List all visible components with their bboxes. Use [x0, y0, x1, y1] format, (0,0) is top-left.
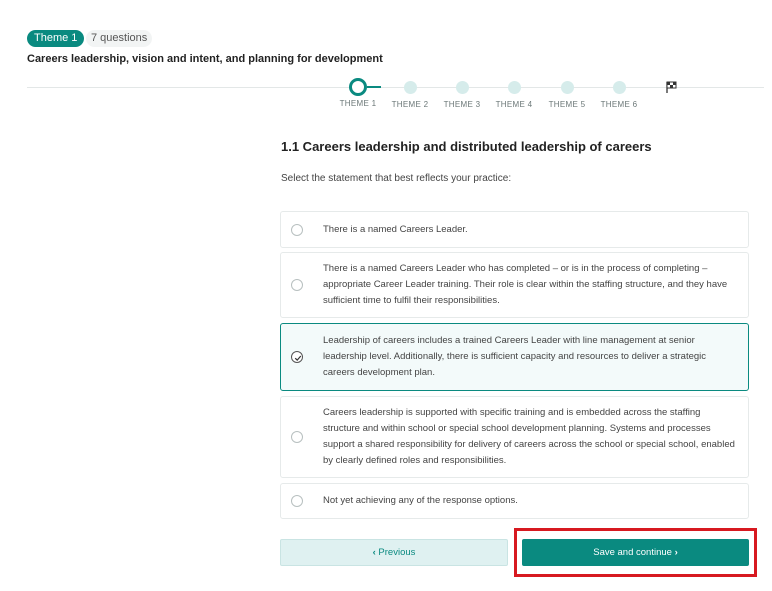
option-3[interactable] [280, 323, 749, 391]
save-label: Save and continue [593, 547, 672, 558]
option-2[interactable] [280, 252, 749, 318]
step-theme-6[interactable] [589, 78, 649, 109]
radio-unchecked[interactable] [291, 431, 303, 443]
finish-flag-icon [664, 80, 678, 94]
step-theme-1[interactable] [328, 78, 388, 108]
option-text: There is a named Careers Leader who has completed – or is in the process of completing – appropriate Career Leader training. Their role is clear within the staffing structure, and they have sufficient time to fulfil their responsibilities. [323, 263, 728, 306]
step-theme-2[interactable] [380, 78, 440, 109]
step-dot [508, 81, 521, 94]
step-label: THEME 4 [495, 100, 533, 109]
theme-title: Careers leadership, vision and intent, and planning for development [27, 53, 383, 65]
step-label: THEME 5 [548, 100, 586, 109]
radio-checked[interactable] [291, 351, 303, 363]
theme-stepper [0, 78, 772, 118]
option-text: Careers leadership is supported with specific training and is embedded across the staffing structure and within school or special school development planning. Systems and processes support a shared responsibility for delivery of careers across the school or special school, enabled by clearly defined roles and responsibilities. [323, 407, 735, 466]
option-text: There is a named Careers Leader. [323, 223, 468, 235]
step-label: THEME 6 [600, 100, 638, 109]
step-dot [456, 81, 469, 94]
step-label: THEME 1 [339, 99, 377, 108]
option-1[interactable] [280, 211, 749, 248]
previous-button[interactable] [280, 539, 508, 566]
step-dot-active [349, 78, 367, 96]
option-5[interactable] [280, 483, 749, 519]
chevron-left-icon: ‹ [372, 547, 376, 558]
check-icon [293, 353, 303, 363]
question-title: 1.1 Careers leadership and distributed leadership of careers [281, 139, 652, 154]
step-dot [561, 81, 574, 94]
step-label: THEME 2 [391, 100, 429, 109]
option-text: Not yet achieving any of the response options. [323, 495, 518, 506]
previous-label: Previous [378, 547, 416, 558]
theme-badge: Theme 1 [27, 30, 84, 47]
radio-unchecked[interactable] [291, 279, 303, 291]
step-dot [613, 81, 626, 94]
step-theme-3[interactable] [432, 78, 492, 109]
chevron-right-icon: › [674, 547, 678, 558]
step-theme-5[interactable] [537, 78, 597, 109]
highlight-box [514, 528, 757, 577]
radio-unchecked[interactable] [291, 495, 303, 507]
question-count-badge: 7 questions [86, 30, 152, 47]
step-label: THEME 3 [443, 100, 481, 109]
step-dot [404, 81, 417, 94]
question-instruction: Select the statement that best reflects your practice: [281, 173, 512, 184]
option-4[interactable] [280, 396, 749, 478]
radio-unchecked[interactable] [291, 224, 303, 236]
step-theme-4[interactable] [484, 78, 544, 109]
option-text: Leadership of careers includes a trained Careers Leader with line management at senior leadership level. Additionally, there is sufficient capacity and resources to deliver a strategic careers development plan. [323, 335, 707, 378]
